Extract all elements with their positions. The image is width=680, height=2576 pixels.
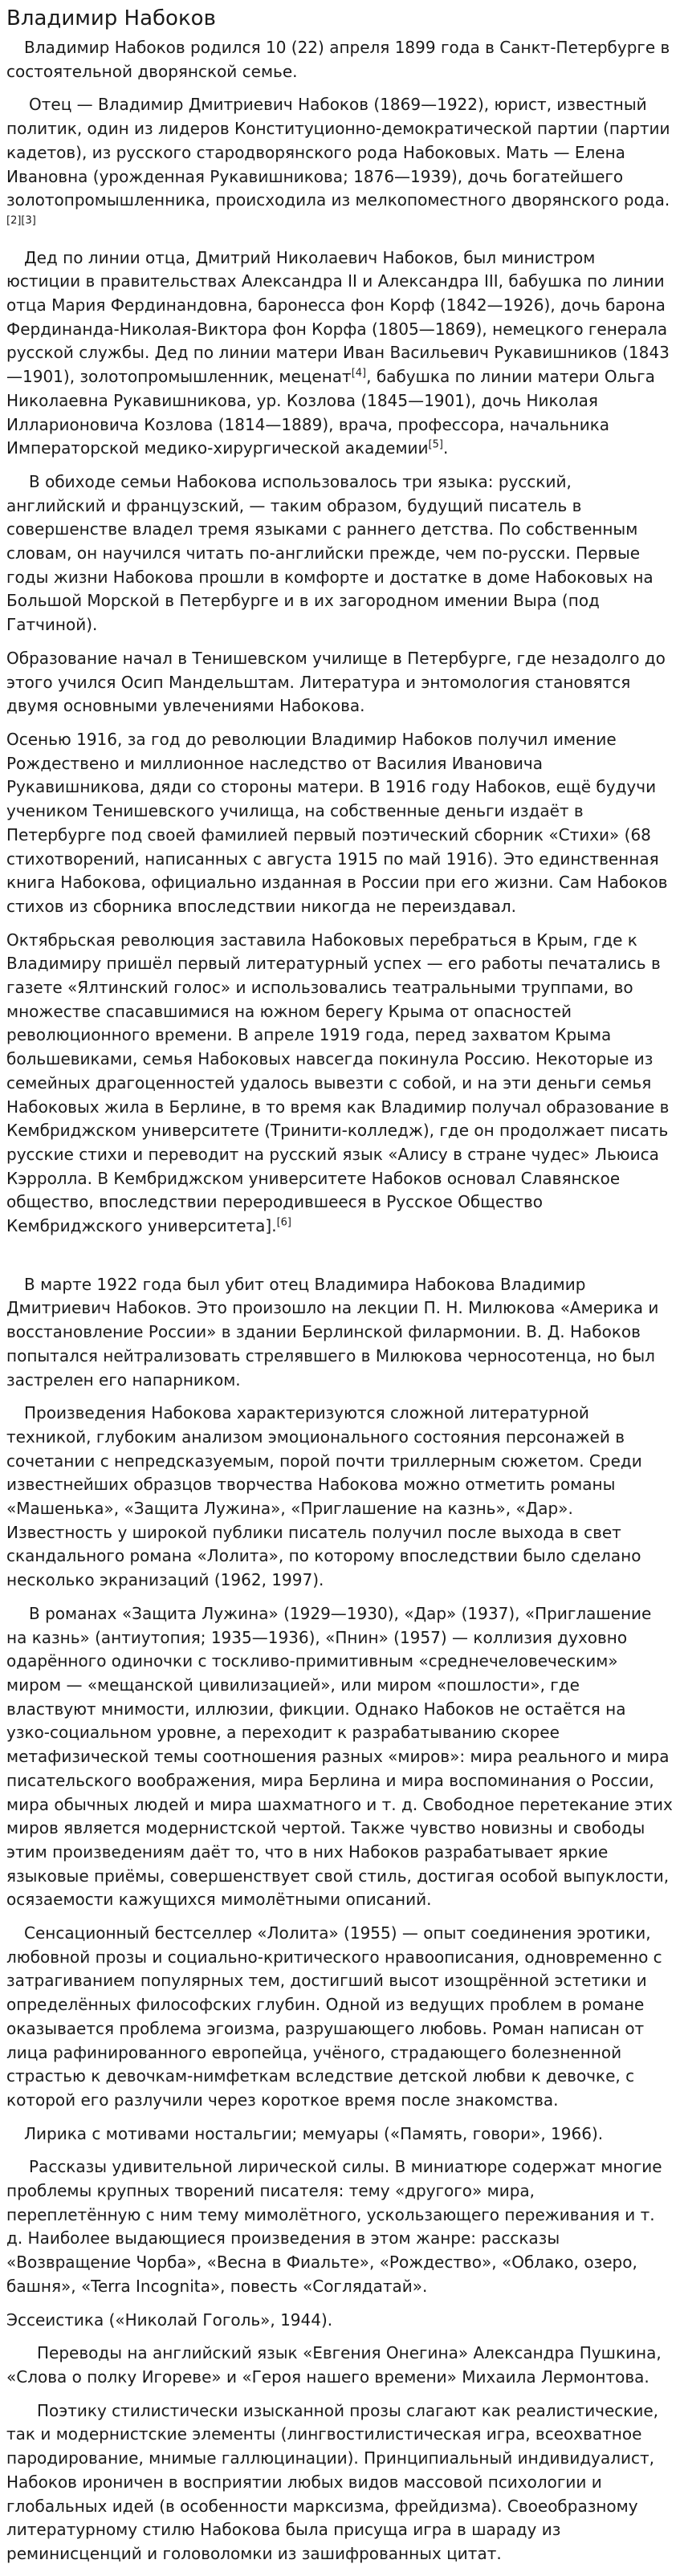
page-title: Владимир Набоков [6,6,216,31]
paragraph-text: Сенсационный бестселлер «Лолита» (1955) — опыт соединения эротики, любовной прозы и социально-критического нравоописания, одновременно с затрагиванием популярных тем, достигший высот изощрённой эстетики и определённых философских глубин. Одной из ведущих проблем в романе оказывается проблема эгоизма, разрушающего любовь. Роман написан от лица рафинированного европейца, учёного, страдающего болезненной страстью к девочкам-нимфеткам вследствие детской любви к девочке, с которой его разлучили через короткое время после знакомства. [6,1923,662,2110]
paragraph [6,246,674,461]
paragraph [6,1602,674,1912]
paragraph-text: В марте 1922 года был убит отец Владимира Набокова Владимир Дмитриевич Набоков. Это произошло на лекции П. Н. Милюкова «Америка и восстановление России» в здании Берлинской филармонии. В. Д. Набоков попытался нейтрализовать стрелявшего в Милюкова черносотенца, но был застрелен его напарником. [6,1274,659,1390]
paragraph [6,728,674,919]
paragraph-text: Владимир Набоков родился 10 (22) апреля 1899 года в Санкт-Петербурге в состоятельной дворянской семье. [6,38,670,81]
paragraph [6,2309,674,2333]
paragraph-text: . [442,438,449,458]
footnote-ref[interactable]: [2][3] [6,214,36,227]
paragraph [6,929,674,1239]
article-body [6,36,674,2566]
paragraph-text: Дед по линии отца, Дмитрий Николаевич Набоков, был министром юстиции в правительствах Александра II и Александра III, бабушка по линии отца Мария Фердинандовна, баронесса фон Корф (1842—1926), дочь барона Фердинанда-Николая-Виктора фон Корфа (1805—1869), немецкого генерала русской службы. Дед по линии матери Иван Васильевич Рукавишников (1843—1901), золотопромышленник, меценат [6,247,670,387]
footnote-ref[interactable]: [4] [351,367,367,380]
paragraph [6,1922,674,2113]
paragraph-text: Образование начал в Тенишевском училище в Петербурге, где незадолго до этого учился Осип Мандельштам. Литература и энтомология становятся двумя основными увлечениями Набокова. [6,648,666,716]
paragraph-text: В романах «Защита Лужина» (1929—1930), «Дар» (1937), «Приглашение на казнь» (антиутопия; 1935—1936), «Пнин» (1957) — коллизия духовно одарённого одиночки с тоскливо-примитивным «среднечеловеческим» миром — «мещанской цивилизацией», или миром «пошлости», где властвуют мнимости, иллюзии, фикции. Однако Набоков не остаётся на узко-социальном уровне, а переходит к разрабатыванию скорее метафизической темы соотношения разных «миров»: мира реального и мира писательского воображения, мира Берлина и мира воспоминания о России, мира обычных людей и мира шахматного и т. д. Свободное перетекание этих миров является модернистской чертой. Также чувство новизны и свободы этим произведениям даёт то, что в них Набоков разрабатывает яркие языковые приёмы, совершенствует свой стиль, достигая особой выпуклости, осязаемости кажущихся мимолётными описаний. [6,1603,673,1910]
paragraph-text: Переводы на английский язык «Евгения Онегина» Александра Пушкина, «Слова о полку Игореве» и «Героя нашего времени» Михаила Лермонтова. [6,2343,662,2387]
paragraph [6,1402,674,1593]
paragraph-text: Лирика с мотивами ностальгии; мемуары («Память, говори», 1966). [24,2123,604,2143]
paragraph-text: Отец — Владимир Дмитриевич Набоков (1869—1922), юрист, известный политик, один из лидеров Конституционно-демократической партии (партии кадетов), из русского стародворянского рода Набоковых. Мать — Елена Ивановна (урожденная Рукавишникова; 1876—1939), дочь богатейшего золотопромышленника, происходила из мелкопоместного дворянского рода. [6,95,670,210]
paragraph-text: Произведения Набокова характеризуются сложной литературной техникой, глубоким анализом эмоционального состояния персонажей в сочетании с непредсказуемым, порой почти триллерным сюжетом. Среди известнейших образцов творчества Набокова можно отметить романы «Машенька», «Защита Лужина», «Приглашение на казнь», «Дар». Известность у широкой публики писатель получил после выхода в свет скандального романа «Лолита», по которому впоследствии было сделано несколько экранизаций (1962, 1997). [6,1403,642,1590]
paragraph-text: Октябрьская революция заставила Набоковых перебраться в Крым, где к Владимиру пришёл первый литературный успех — его работы печатались в газете «Ялтинский голос» и использовались театральными труппами, во множестве спасавшимися на южном берегу Крыма от опасностей революционного времени. В апреле 1919 года, перед захватом Крыма большевиками, семья Набоковых навсегда покинула Россию. Некоторые из семейных драгоценностей удалось вывезти с собой, и на эти деньги семья Набоковых жила в Берлине, в то время как Владимир получал образование в Кембриджском университете (Тринити-колледж), где он продолжает писать русские стихи и переводит на русский язык «Алису в стране чудес» Льюиса Кэрролла. В Кембриджском университете Набоков основал Славянское общество, впоследствии переродившееся в Русское Общество Кембриджского университета]. [6,930,670,1236]
paragraph-text: Поэтику стилистически изысканной прозы слагают как реалистические, так и модернистские элементы (лингвостилистическая игра, всеохватное пародирование, мнимые галлюцинации). Принципиальный индивидуалист, Набоков ироничен в восприятии любых видов массовой психологии и глобальных идей (в особенности марксизма, фрейдизма). Своеобразному литературному стилю Набокова была присуща игра в шараду из реминисценций и головоломки из зашифрованных цитат. [6,2400,659,2563]
paragraph [6,470,674,637]
paragraph [6,93,674,236]
paragraph [6,2122,674,2147]
paragraph [6,2399,674,2566]
paragraph-text: В обиходе семьи Набокова использовалось три языка: русский, английский и французский, — таким образом, будущий писатель в совершенстве владел тремя языками с раннего детства. По собственным словам, он научился читать по-английски прежде, чем по-русски. Первые годы жизни Набокова прошли в комфорте и достатке в доме Набоковых на Большой Морской в Петербурге и в их загородном имении Выра (под Гатчиной). [6,471,654,635]
paragraph [6,647,674,718]
paragraph [6,36,674,83]
paragraph [6,1273,674,1393]
paragraph-text: , бабушка по линии матери Ольга Николаевна Рукавишникова, ур. Козлова (1845—1901), дочь Николая Илларионовича Козлова (1814—1889), врача, профессора, начальника Императорской медико-хирургической академии [6,367,655,458]
paragraph-text: Эссеистика («Николай Гоголь», 1944). [6,2309,333,2330]
paragraph [6,2342,674,2389]
footnote-ref[interactable]: [5] [428,438,443,451]
paragraph-text: Рассказы удивительной лирической силы. В миниатюре содержат многие проблемы крупных творений писателя: тему «другого» мира, переплетённую с ним тему мимолётного, ускользающего переживания и т. д. Наиболее выдающиеся произведения в этом жанре: рассказы «Возвращение Чорба», «Весна в Фиальте», «Рождество», «Облако, озеро, башня», «Terra Incognita», повесть «Соглядатай». [6,2157,662,2296]
paragraph-text: Осенью 1916, за год до революции Владимир Набоков получил имение Рождествено и миллионное наследство от Василия Ивановича Рукавишникова, дяди со стороны матери. В 1916 году Набоков, ещё будучи учеником Тенишевского училища, на собственные деньги издаёт в Петербурге под своей фамилией первый поэтический сборник «Стихи» (68 стихотворений, написанных с августа 1915 по май 1916). Это единственная книга Набокова, официально изданная в России при его жизни. Сам Набоков стихов из сборника впоследствии никогда не переиздавал. [6,729,668,916]
footnote-ref[interactable]: [6] [276,1216,292,1229]
paragraph-spacer [6,1248,674,1273]
paragraph [6,2155,674,2298]
